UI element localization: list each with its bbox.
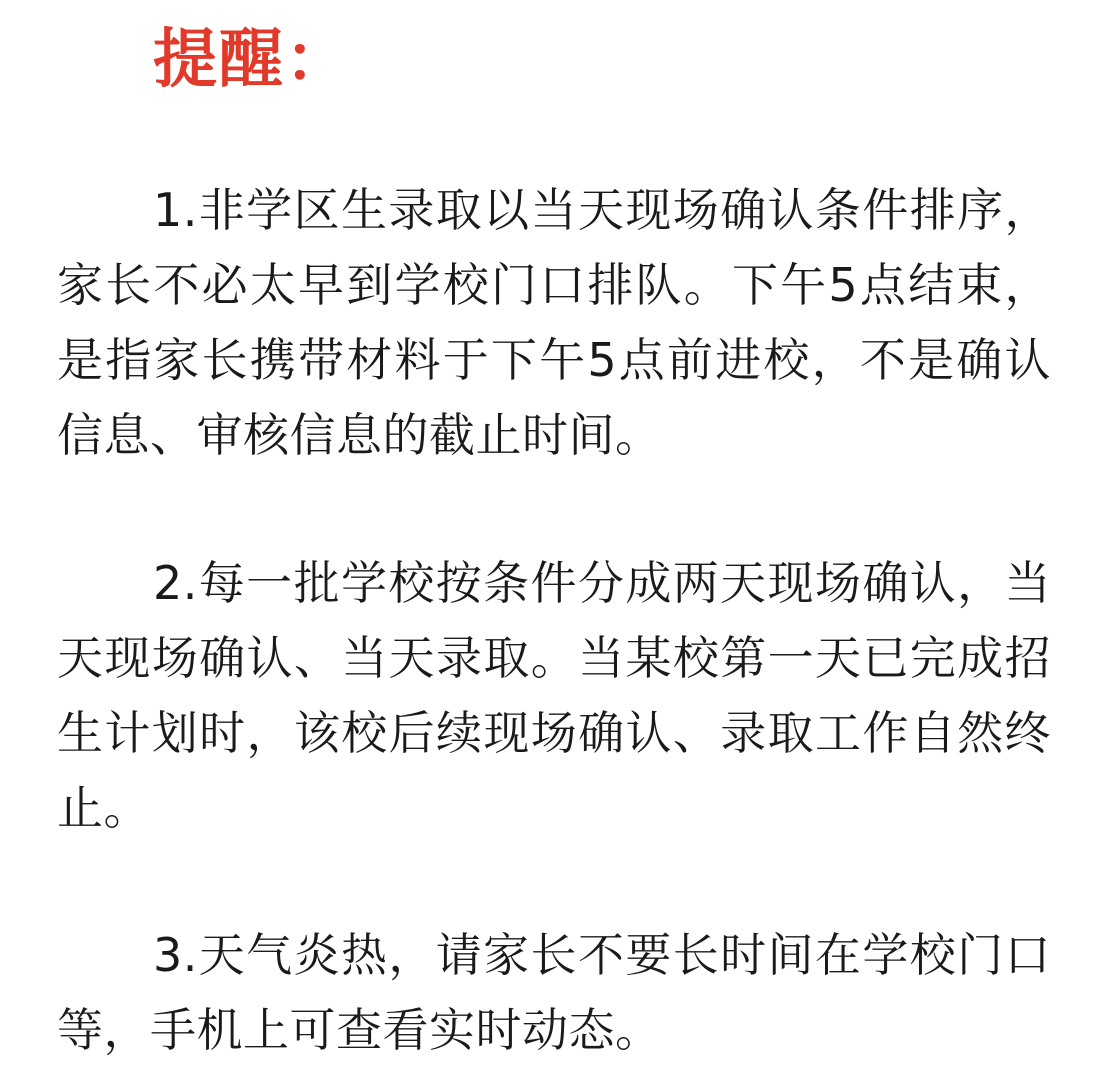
reminder-item-2: 2.每一批学校按条件分成两天现场确认，当天现场确认、当天录取。当某校第一天已完成招生计划时，该校后续现场确认、录取工作自然终止。 — [57, 556, 1051, 835]
reminder-item-3: 3.天气炎热，请家长不要长时间在学校门口等，手机上可查看实时动态。 — [57, 928, 1051, 1057]
reminder-item-1: 1.非学区生录取以当天现场确认条件排序，家长不必太早到学校门口排队。下午5点结束，是指家长携带材料于下午5点前进校，不是确认信息、审核信息的截止时间。 — [57, 183, 1051, 462]
reminder-title: 提醒： — [153, 23, 351, 97]
